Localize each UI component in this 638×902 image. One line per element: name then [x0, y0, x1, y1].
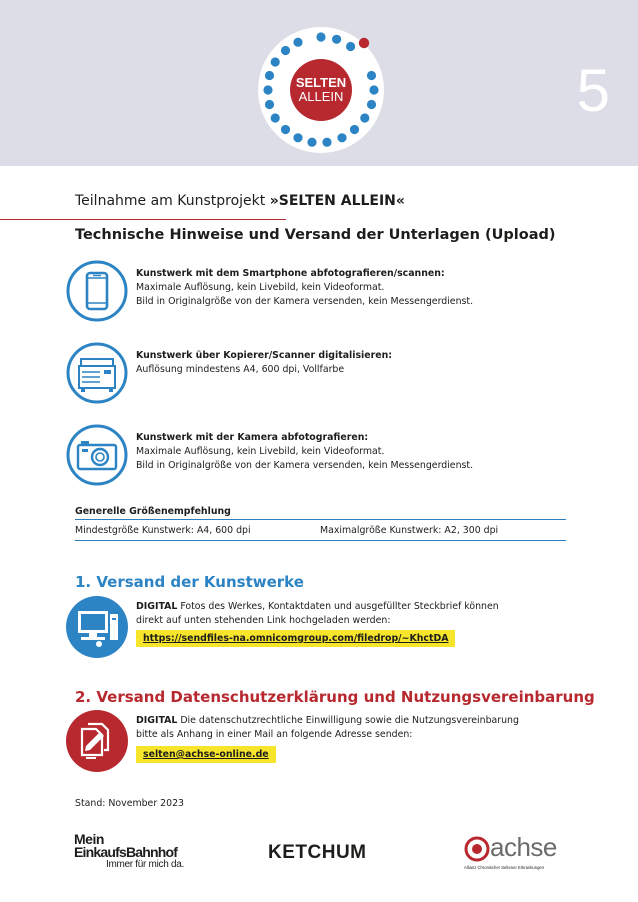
- section2-line2: bitte als Anhang in einer Mail an folgende Adresse senden:: [136, 729, 413, 740]
- computer-icon: [66, 596, 128, 658]
- size-max: Maximalgröße Kunstwerk: A2, 300 dpi: [320, 525, 499, 536]
- logo-text-2: ALLEIN: [298, 89, 344, 104]
- subtitle: [75, 193, 405, 209]
- hint-smartphone: [66, 260, 566, 324]
- section2-bold: DIGITAL: [136, 715, 178, 726]
- hint-line: Maximale Auflösung, kein Livebild, kein Videoformat.: [136, 282, 385, 293]
- section1-line2: direkt auf unten stehenden Link hochgeladen werden:: [136, 615, 391, 626]
- camera-icon: [66, 424, 128, 486]
- sponsor1-line1: Mein: [74, 831, 104, 847]
- hint-heading: Kunstwerk über Kopierer/Scanner digitalisieren:: [136, 350, 393, 361]
- document-sign-icon: [66, 710, 128, 772]
- hint-heading: Kunstwerk mit der Kamera abfotografieren:: [136, 432, 369, 443]
- section1-title: 1. Versand der Kunstwerke: [75, 573, 304, 591]
- hint-line: Maximale Auflösung, kein Livebild, kein Videoformat.: [136, 446, 385, 457]
- section2-line1: Die datenschutzrechtliche Einwilligung sowie die Nutzungsvereinbarung: [177, 715, 519, 726]
- size-min: Mindestgröße Kunstwerk: A4, 600 dpi: [75, 525, 251, 536]
- hint-heading: Kunstwerk mit dem Smartphone abfotografieren/scannen:: [136, 268, 445, 279]
- subtitle-project: »SELTEN ALLEIN«: [269, 193, 405, 209]
- page-number: 5: [576, 57, 610, 124]
- logo-text-1: SELTEN: [295, 75, 347, 90]
- email-link[interactable]: selten@achse-online.de: [136, 746, 276, 763]
- divider: [75, 540, 566, 541]
- divider: [75, 519, 566, 520]
- einkaufsbahnhof-logo: [74, 833, 194, 875]
- hint-line: Bild in Originalgröße von der Kamera versenden, kein Messengerdienst.: [136, 296, 474, 307]
- sponsor3-name: achse: [490, 832, 557, 862]
- section1-line1: Fotos des Werkes, Kontaktdaten und ausgefüllter Steckbrief können: [177, 601, 499, 612]
- page-title: Technische Hinweise und Versand der Unterlagen (Upload): [75, 227, 556, 243]
- section1-bold: DIGITAL: [136, 601, 178, 612]
- hint-copier: [66, 342, 566, 406]
- sponsor3-tagline: Allianz Chronischer Seltener Erkrankungen: [464, 865, 545, 870]
- achse-mark-icon: [464, 836, 490, 862]
- logo-dots-ring: [258, 27, 384, 153]
- stand-date: Stand: November 2023: [75, 798, 185, 809]
- red-dot: [359, 38, 369, 48]
- section2-title: 2. Versand Datenschutzerklärung und Nutzungsvereinbarung: [75, 688, 595, 706]
- hint-line: Bild in Originalgröße von der Kamera versenden, kein Messengerdienst.: [136, 460, 474, 471]
- smartphone-icon: [66, 260, 128, 322]
- red-divider: [0, 219, 286, 220]
- selten-allein-logo: [258, 27, 384, 153]
- ketchum-logo: KETCHUM: [268, 842, 367, 863]
- size-heading: Generelle Größenempfehlung: [75, 506, 231, 517]
- sponsor1-line2: EinkaufsBahnhof: [74, 844, 178, 860]
- sponsor1-tagline: Immer für mich da.: [106, 859, 184, 870]
- header-band: [0, 0, 638, 166]
- hint-camera: [66, 424, 566, 488]
- upload-link[interactable]: https://sendfiles-na.omnicomgroup.com/filedrop/~KhctDA: [136, 630, 455, 647]
- subtitle-prefix: Teilnahme am Kunstprojekt: [75, 193, 270, 209]
- achse-logo: [464, 834, 574, 874]
- section2-text: [136, 714, 519, 742]
- section1-text: [136, 600, 499, 628]
- copier-icon: [66, 342, 128, 404]
- hint-line: Auflösung mindestens A4, 600 dpi, Vollfarbe: [136, 364, 345, 375]
